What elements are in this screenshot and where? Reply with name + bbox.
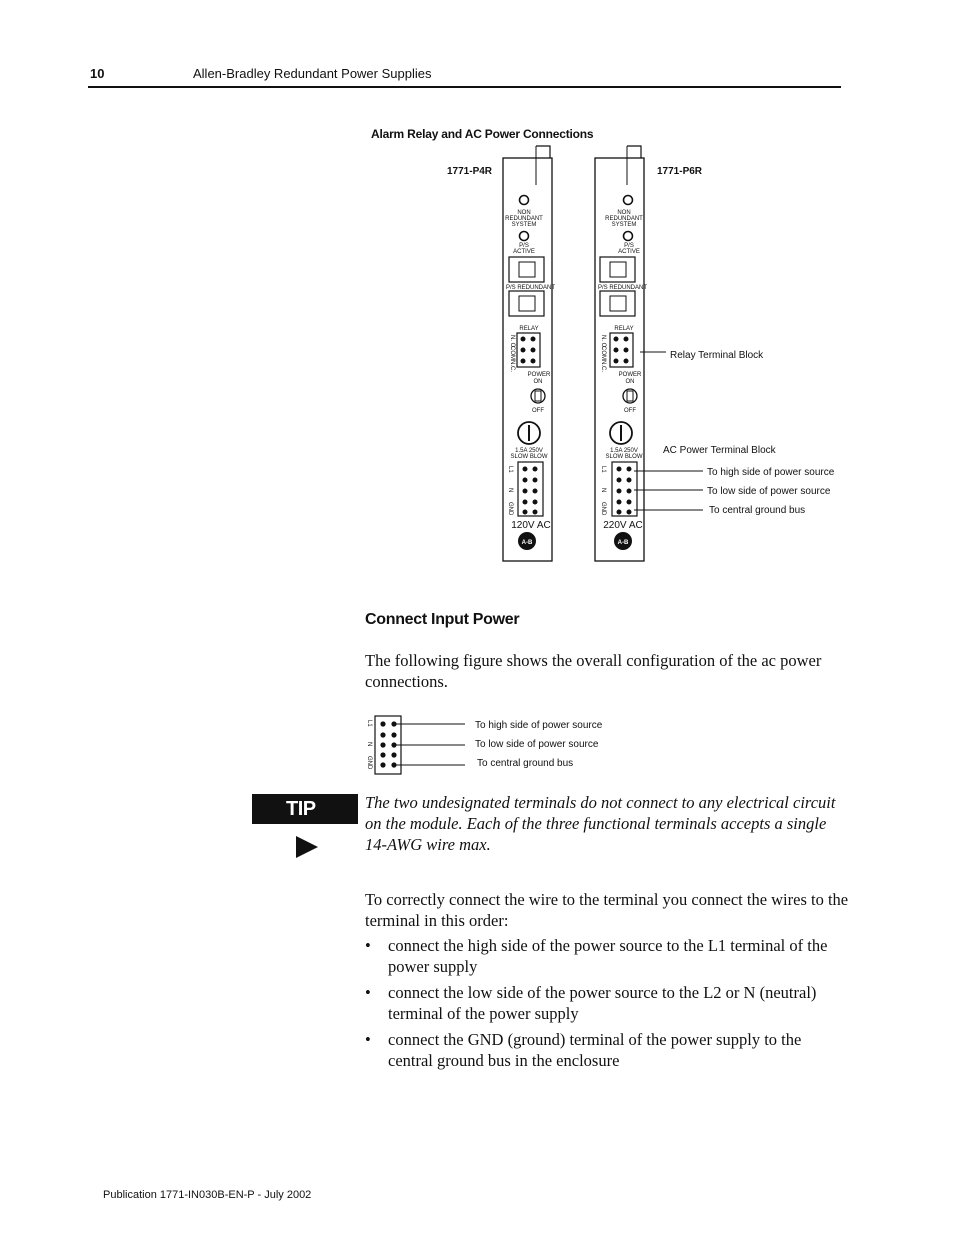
callout-ac-block: AC Power Terminal Block — [663, 445, 776, 456]
svg-text:ON: ON — [533, 379, 543, 385]
running-header-title: Allen-Bradley Redundant Power Supplies — [193, 66, 432, 81]
svg-text:L1: L1 — [600, 466, 606, 473]
svg-text:REDUNDANT: REDUNDANT — [605, 216, 643, 222]
svg-text:N. O.: N. O. — [600, 335, 606, 350]
svg-text:COM: COM — [600, 346, 606, 360]
bullet-icon: • — [365, 936, 371, 955]
list-item: • connect the low side of the power source to the L2 or N (neutral) terminal of the power supply — [365, 983, 817, 1023]
svg-text:NON: NON — [617, 210, 631, 216]
svg-text:N: N — [366, 742, 372, 747]
svg-text:P/S: P/S — [519, 243, 529, 249]
svg-text:L1: L1 — [507, 466, 513, 473]
svg-text:SYSTEM: SYSTEM — [511, 222, 537, 228]
section-heading: Connect Input Power — [365, 611, 520, 628]
module-p4r — [503, 146, 555, 561]
svg-text:N.C.: N.C. — [509, 360, 515, 372]
page-number: 10 — [90, 66, 105, 81]
instruction-list — [365, 935, 850, 1076]
callout-ground: To central ground bus — [709, 505, 806, 516]
svg-text:P/S REDUNDANT: P/S REDUNDANT — [598, 285, 648, 291]
list-item: • connect the GND (ground) terminal of the power supply to the central ground bus in the enclosure — [365, 1030, 802, 1070]
callout-relay-block: Relay Terminal Block — [670, 350, 764, 361]
svg-text:P/S: P/S — [624, 243, 634, 249]
svg-text:POWER: POWER — [527, 372, 551, 378]
voltage-label-p4r: 120V AC — [511, 520, 551, 531]
figure-title: Alarm Relay and AC Power Connections — [371, 127, 594, 141]
list-item: • connect the high side of the power source to the L1 terminal of the power supply — [365, 936, 828, 976]
svg-text:1.5A 250V: 1.5A 250V — [515, 448, 543, 454]
svg-text:ACTIVE: ACTIVE — [513, 249, 535, 255]
svg-text:REDUNDANT: REDUNDANT — [505, 216, 543, 222]
bullet-icon: • — [365, 1030, 371, 1049]
tip-arrow-icon — [296, 836, 318, 858]
svg-text:NON: NON — [517, 210, 531, 216]
voltage-label-p6r: 220V AC — [603, 520, 643, 531]
svg-text:SYSTEM: SYSTEM — [611, 222, 637, 228]
module-label-p4r: 1771-P4R — [447, 166, 493, 177]
power-supply-diagram — [440, 140, 840, 565]
bullet-icon: • — [365, 983, 371, 1002]
svg-text:N: N — [600, 488, 606, 493]
intro-paragraph: The following figure shows the overall configuration of the ac power connections. — [365, 651, 822, 691]
header-rule — [88, 86, 841, 88]
svg-text:P/S REDUNDANT: P/S REDUNDANT — [506, 285, 556, 291]
svg-text:RELAY: RELAY — [519, 326, 539, 332]
svg-text:N. O.: N. O. — [509, 335, 515, 350]
svg-text:POWER: POWER — [618, 372, 642, 378]
module-label-p6r: 1771-P6R — [657, 166, 703, 177]
callout-high-side: To high side of power source — [707, 467, 835, 478]
fig2-low-side: To low side of power source — [475, 739, 599, 750]
callout-low-side: To low side of power source — [707, 486, 831, 497]
tip-badge: TIP — [252, 794, 358, 824]
module-p6r — [595, 146, 647, 561]
tip-text: The two undesignated terminals do not connect to any electrical circuit on the module. Each of the three functional terminals accepts a single 14-AWG wire max. — [365, 793, 836, 854]
svg-text:OFF: OFF — [532, 408, 544, 414]
fig2-high-side: To high side of power source — [475, 720, 603, 731]
svg-text:OFF: OFF — [624, 408, 636, 414]
svg-text:GND: GND — [600, 502, 606, 516]
svg-text:GND: GND — [507, 502, 513, 516]
svg-text:GND: GND — [366, 756, 372, 770]
svg-text:SLOW BLOW: SLOW BLOW — [605, 454, 643, 460]
terminal-block-diagram — [360, 712, 620, 778]
svg-text:ACTIVE: ACTIVE — [618, 249, 640, 255]
publication-footer: Publication 1771-IN030B-EN-P - July 2002 — [103, 1189, 312, 1201]
instructions-intro: To correctly connect the wire to the terminal you connect the wires to the terminal in this order: — [365, 890, 849, 930]
svg-text:N.C.: N.C. — [600, 360, 606, 372]
svg-text:N: N — [507, 488, 513, 493]
fig2-ground: To central ground bus — [477, 758, 574, 769]
svg-text:RELAY: RELAY — [614, 326, 634, 332]
svg-text:1.5A 250V: 1.5A 250V — [610, 448, 638, 454]
svg-text:L1: L1 — [366, 720, 372, 727]
svg-text:A-B: A-B — [521, 540, 533, 546]
svg-text:COM: COM — [509, 346, 515, 360]
svg-text:SLOW BLOW: SLOW BLOW — [510, 454, 548, 460]
svg-text:A-B: A-B — [617, 540, 629, 546]
svg-text:ON: ON — [625, 379, 635, 385]
